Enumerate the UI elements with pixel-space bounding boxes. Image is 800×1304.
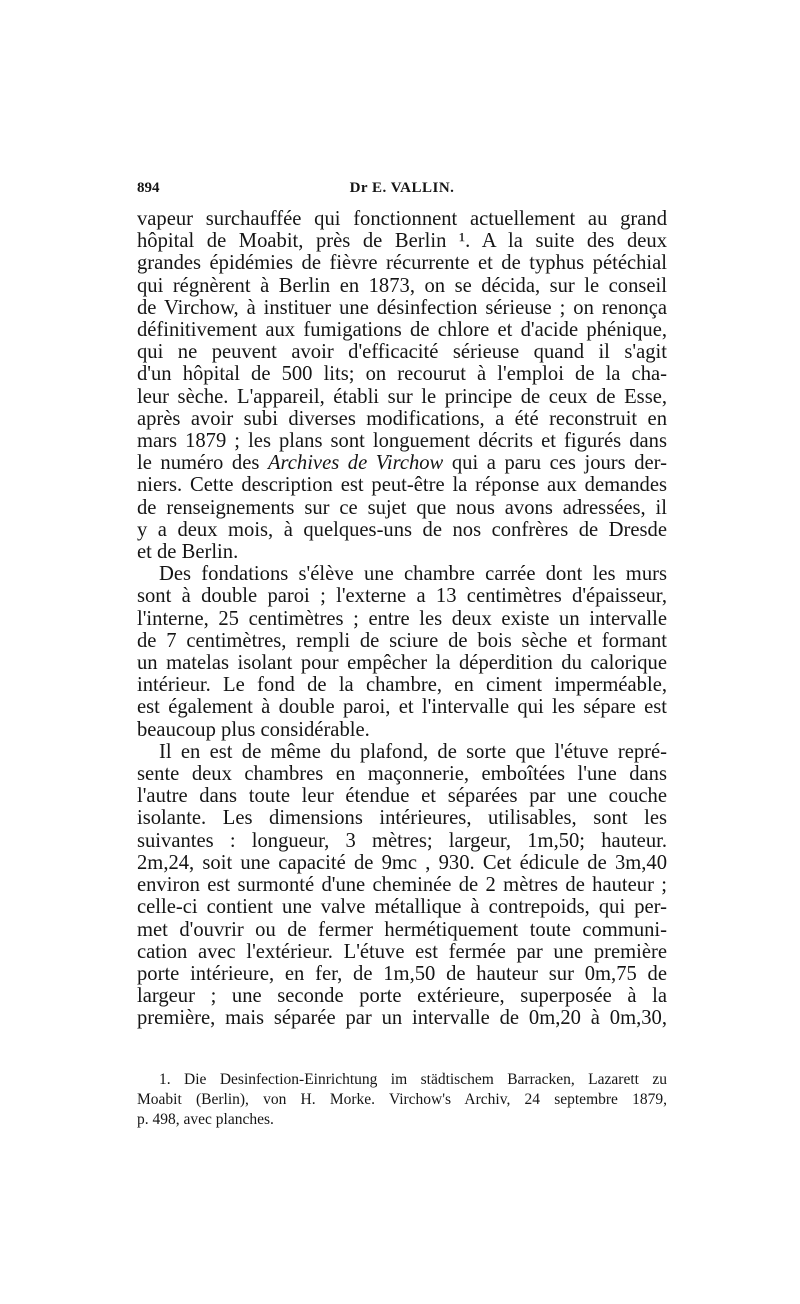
text-line: suivantes : longueur, 3 mètres; largeur, 1m,50; hauteur.	[137, 829, 667, 852]
text-line: sont à double paroi ; l'externe a 13 centimètres d'épaisseur,	[137, 585, 667, 608]
running-head: Dr E. VALLIN.	[349, 180, 455, 196]
page-number: 894	[137, 180, 160, 196]
text-line: beaucoup plus considérable.	[137, 718, 370, 741]
text-line: de Virchow, à instituer une désinfection sérieuse ; on renonça	[137, 296, 667, 319]
text-line: qui ne peuvent avoir d'efficacité sérieuse quand il s'agit	[137, 341, 667, 364]
body-text	[137, 208, 667, 1030]
text-segment: qui a paru ces jours der-	[443, 452, 667, 475]
text-line: leur sèche. L'appareil, établi sur le principe de ceux de Esse,	[137, 385, 667, 408]
text-line: est également à double paroi, et l'intervalle qui les sépare est	[137, 696, 667, 719]
text-line: définitivement aux fumigations de chlore et d'acide phénique,	[137, 319, 667, 342]
text-line: celle-ci contient une valve métallique à contrepoids, qui per-	[137, 896, 667, 919]
text-line: de 7 centimètres, rempli de sciure de bois sèche et formant	[137, 629, 667, 652]
text-line: de renseignements sur ce sujet que nous avons adressées, il	[137, 496, 667, 519]
text-line: vapeur surchauffée qui fonctionnent actuellement au grand	[137, 208, 667, 230]
text-line: d'un hôpital de 500 lits; on recourut à l'emploi de la cha-	[137, 363, 667, 386]
text-line: grandes épidémies de fièvre récurrente et de typhus pétéchial	[137, 252, 667, 275]
text-line: met d'ouvrir ou de fermer hermétiquement toute communi-	[137, 918, 667, 941]
text-line: niers. Cette description est peut-être la réponse aux demandes	[137, 474, 667, 497]
text-line-with-italic	[137, 452, 667, 474]
text-line: cation avec l'extérieur. L'étuve est fermée par une première	[137, 940, 667, 963]
text-line: y a deux mois, à quelques-uns de nos confrères de Dresde	[137, 518, 667, 541]
text-line: intérieur. Le fond de la chambre, en ciment imperméable,	[137, 674, 667, 697]
text-line: mars 1879 ; les plans sont longuement décrits et figurés dans	[137, 430, 667, 453]
text-line: porte intérieure, en fer, de 1m,50 de hauteur sur 0m,75 de	[137, 962, 667, 985]
text-line: sente deux chambres en maçonnerie, emboîtées l'une dans	[137, 763, 667, 786]
text-line: première, mais séparée par un intervalle de 0m,20 à 0m,30,	[137, 1007, 667, 1030]
text-line: qui régnèrent à Berlin en 1873, on se décida, sur le conseil	[137, 274, 667, 297]
text-line: 2m,24, soit une capacité de 9mc , 930. Cet édicule de 3m,40	[137, 851, 667, 874]
text-line: isolante. Les dimensions intérieures, utilisables, sont les	[137, 807, 667, 830]
footnote-line: p. 498, avec planches.	[137, 1111, 274, 1128]
text-line: l'autre dans toute leur étendue et séparées par une couche	[137, 785, 667, 808]
text-line: un matelas isolant pour empêcher la déperdition du calorique	[137, 652, 667, 675]
page-header	[137, 180, 667, 202]
text-line: environ est surmonté d'une cheminée de 2 mètres de hauteur ;	[137, 874, 667, 897]
footnote	[137, 1070, 667, 1130]
text-segment: le numéro des	[137, 452, 268, 475]
text-line: hôpital de Moabit, près de Berlin ¹. A la suite des deux	[137, 230, 667, 253]
footnote-line: Moabit (Berlin), von H. Morke. Virchow's Archiv, 24 septembre 1879,	[137, 1091, 667, 1108]
text-line: Des fondations s'élève une chambre carrée dont les murs	[159, 563, 667, 586]
text-line: et de Berlin.	[137, 541, 239, 564]
italic-title: Archives de Virchow	[267, 452, 444, 475]
text-line: après avoir subi diverses modifications, a été reconstruit en	[137, 407, 667, 430]
footnote-line: 1. Die Desinfection-Einrichtung im städtischem Barracken, Lazarett zu	[159, 1071, 667, 1088]
text-line: Il en est de même du plafond, de sorte que l'étuve repré-	[159, 740, 667, 763]
text-line: largeur ; une seconde porte extérieure, superposée à la	[137, 985, 667, 1008]
text-line: l'interne, 25 centimètres ; entre les deux existe un intervalle	[137, 607, 667, 630]
